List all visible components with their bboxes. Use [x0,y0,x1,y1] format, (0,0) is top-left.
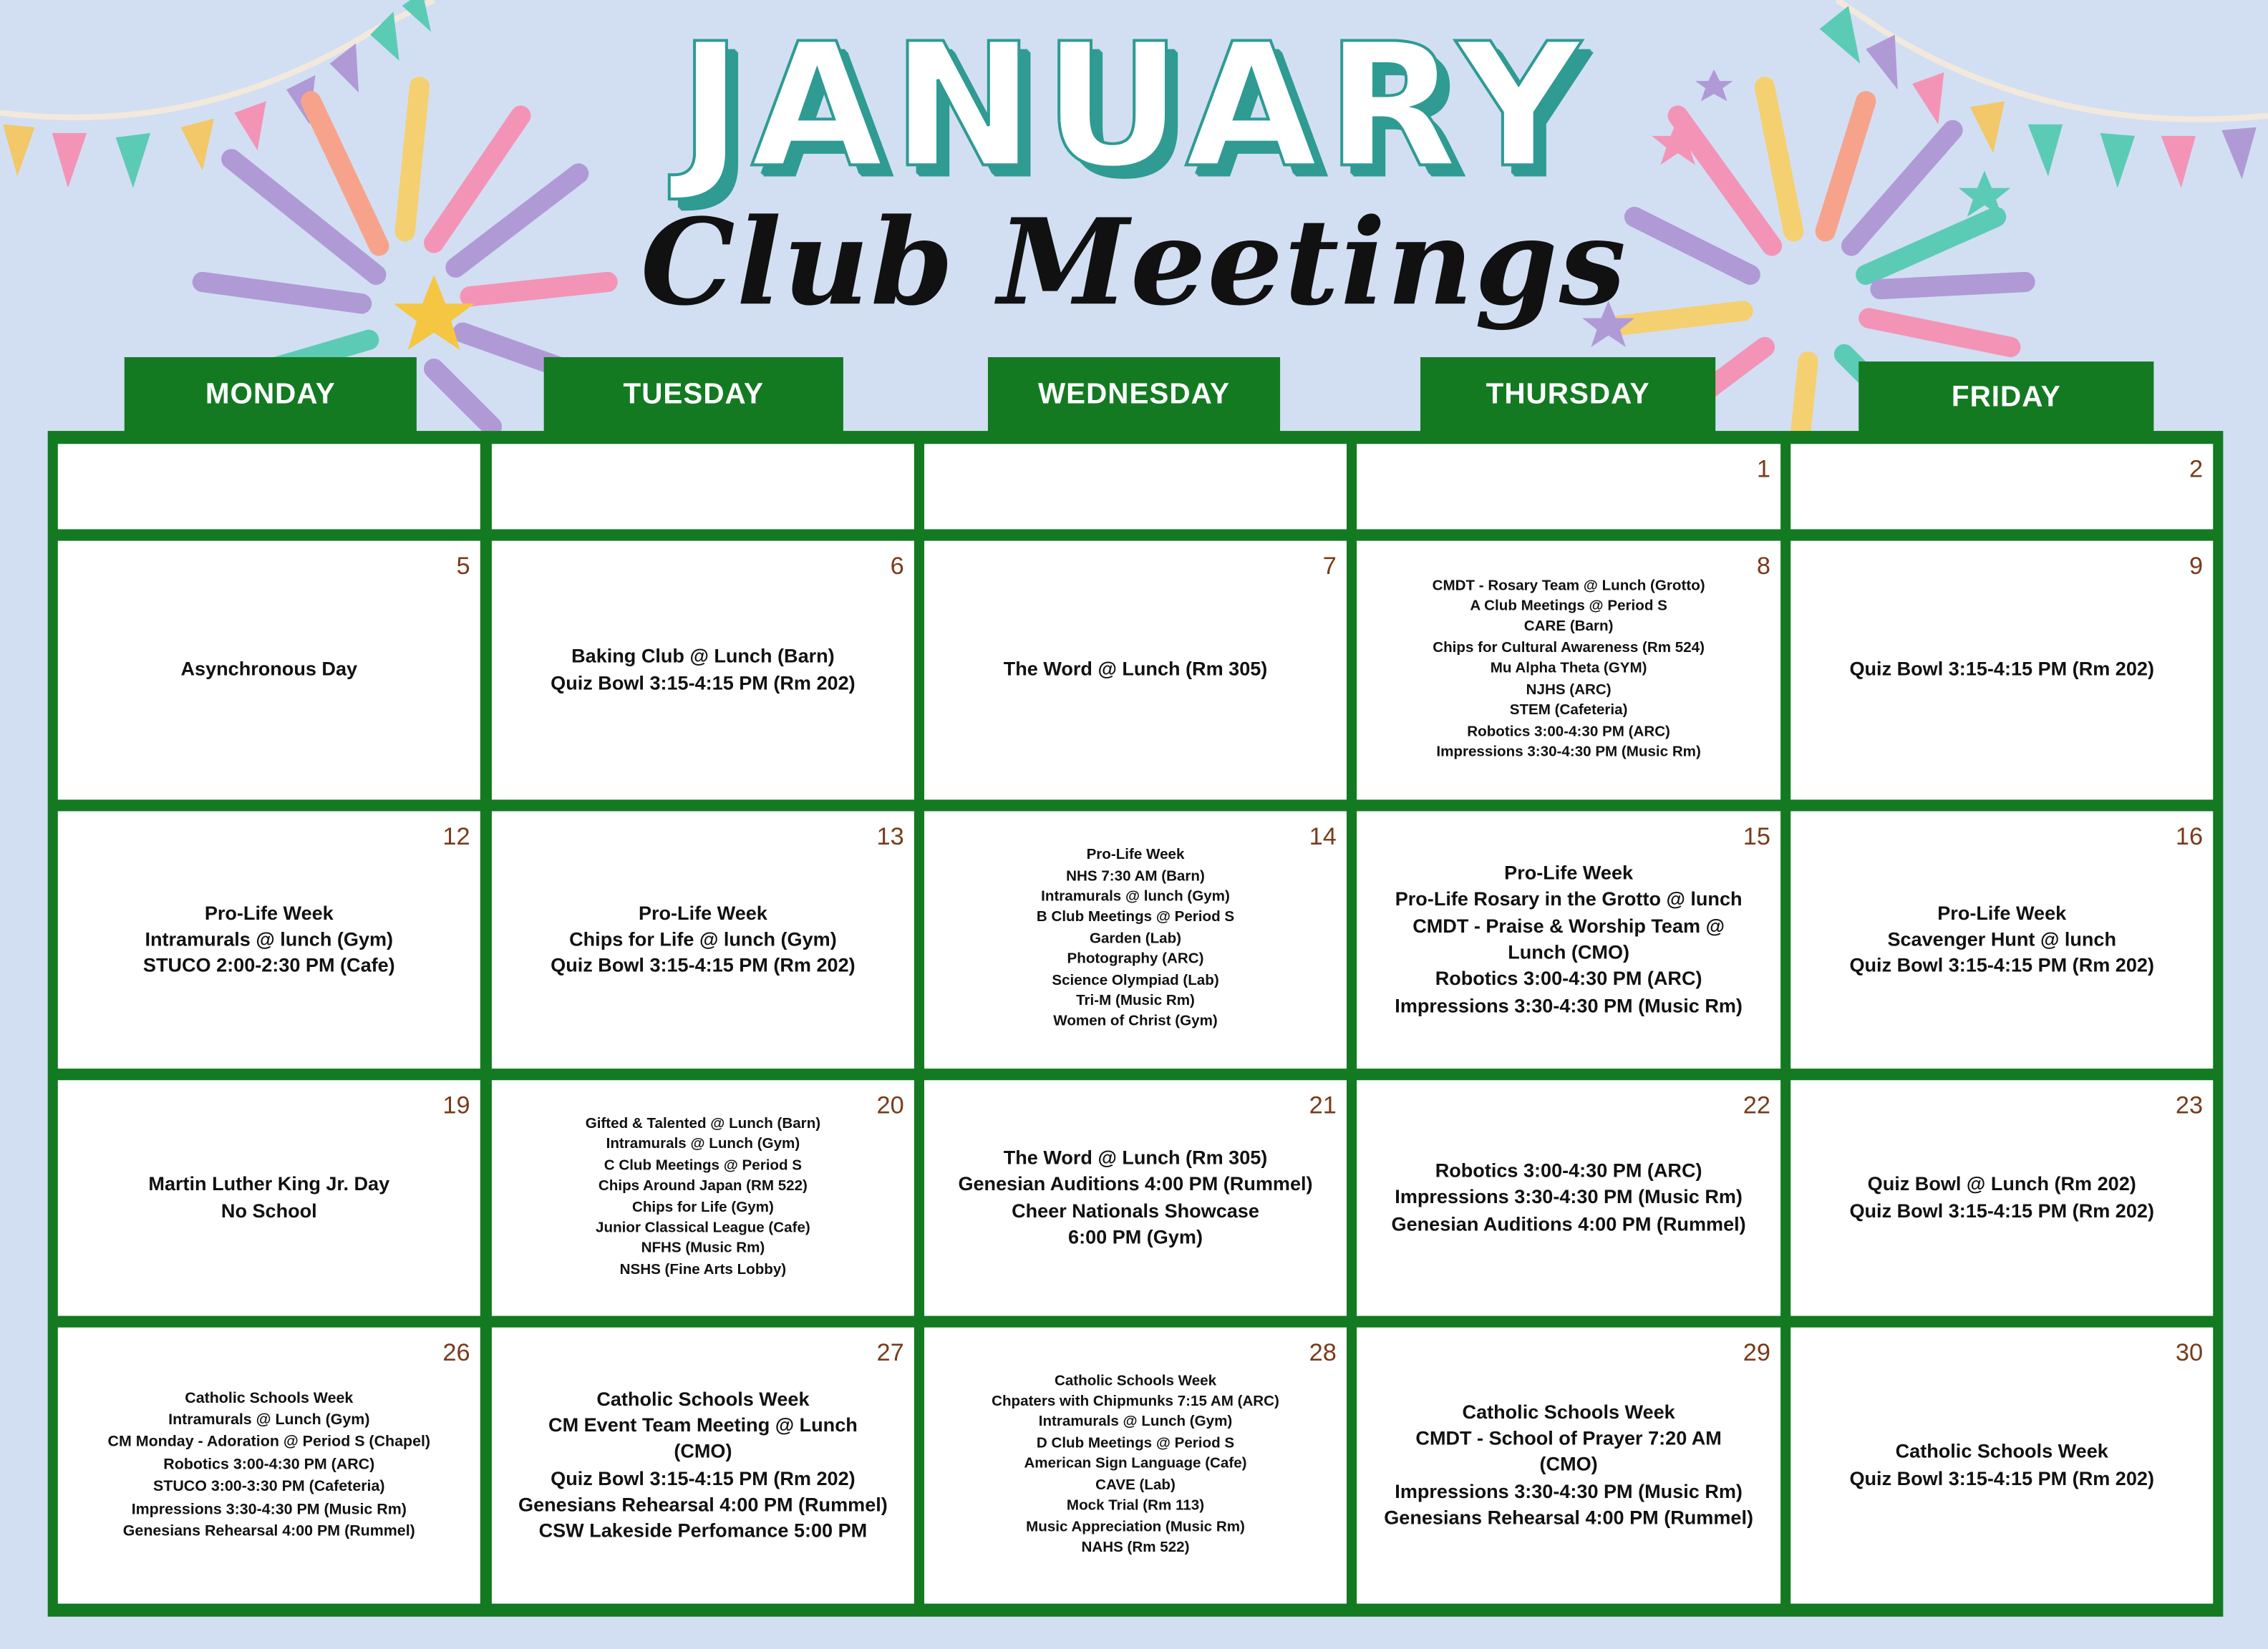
event-item: CMDT - School of Prayer 7:20 AM [1415,1427,1722,1449]
event-item: Pro-Life Week [1504,862,1634,884]
day-cell-wednesday [924,444,1347,529]
day-cell-thursday [1357,541,1780,800]
event-list [64,1080,475,1315]
date-number: 1 [1756,455,1770,483]
event-item: Genesian Auditions 4:00 PM (Rummel) [958,1172,1313,1195]
day-header-thursday: THURSDAY [1420,357,1715,434]
event-list [498,811,908,1069]
event-item: Gifted & Talented @ Lunch (Barn) [585,1116,821,1132]
date-number: 29 [1743,1338,1770,1367]
event-item: Catholic Schools Week [1895,1440,2108,1463]
date-number: 13 [876,822,904,850]
date-number: 15 [1743,822,1770,850]
day-cell-thursday [1357,1080,1780,1315]
event-item: Chips for Cultural Awareness (Rm 524) [1433,640,1705,657]
event-item: Intramurals @ lunch (Gym) [145,928,394,950]
date-number: 9 [2189,552,2204,580]
day-cell-monday [58,1328,480,1604]
event-item: Genesians Rehearsal 4:00 PM (Rummel) [122,1522,415,1540]
event-item: Catholic Schools Week [1462,1401,1675,1423]
day-header-monday: MONDAY [125,357,417,434]
event-item: Catholic Schools Week [596,1387,810,1410]
event-item: Impressions 3:30-4:30 PM (Music Rm) [131,1500,407,1518]
event-list [930,1080,1341,1315]
date-number: 19 [442,1091,470,1119]
date-number: 26 [442,1338,470,1367]
event-list [1796,1328,2207,1604]
event-list [1362,1080,1775,1315]
event-list [1796,1080,2207,1315]
day-cell-tuesday [492,811,914,1069]
event-item: STEM (Cafeteria) [1509,703,1628,719]
day-cell-thursday [1357,444,1780,529]
event-item: Quiz Bowl 3:15-4:15 PM (Rm 202) [1849,1466,2154,1489]
event-item: Catholic Schools Week [1054,1373,1217,1389]
event-item: Quiz Bowl 3:15-4:15 PM (Rm 202) [1849,1199,2154,1222]
event-item: Mock Trial (Rm 113) [1066,1498,1205,1514]
event-item: Junior Classical League (Cafe) [596,1220,810,1237]
day-header-tuesday: TUESDAY [544,357,843,434]
event-item: Lunch (CMO) [1508,941,1630,963]
day-cell-thursday [1357,1328,1780,1604]
event-item: Robotics 3:00-4:30 PM (ARC) [1467,724,1670,740]
event-item: D Club Meetings @ Period S [1036,1436,1235,1452]
date-number: 30 [2175,1338,2204,1367]
day-cell-monday [58,541,480,800]
event-item: Impressions 3:30-4:30 PM (Music Rm) [1395,1480,1743,1502]
page-subtitle: Club Meetings [640,193,1628,333]
date-number: 22 [1743,1091,1770,1119]
event-item: STUCO 3:00-3:30 PM (Cafeteria) [153,1478,385,1496]
event-list [1362,811,1775,1069]
event-list [1362,541,1775,800]
event-item: Impressions 3:30-4:30 PM (Music Rm) [1395,1186,1743,1208]
date-number: 28 [1309,1338,1337,1367]
event-item: Pro-Life Rosary in the Grotto @ lunch [1395,888,1743,910]
event-item: Science Olympiad (Lab) [1052,972,1219,989]
day-cell-wednesday [924,1328,1347,1604]
event-item: Quiz Bowl @ Lunch (Rm 202) [1867,1172,2136,1195]
event-item: Quiz Bowl 3:15-4:15 PM (Rm 202) [1849,954,2154,977]
event-item: Robotics 3:00-4:30 PM (ARC) [1435,1159,1702,1182]
event-item: Pro-Life Week [1086,847,1185,864]
event-list [498,1328,908,1604]
date-number: 27 [876,1338,904,1367]
date-number: 5 [456,552,470,580]
event-item: Intramurals @ Lunch (Gym) [606,1137,800,1153]
event-list [1796,444,2207,529]
event-item: NSHS (Fine Arts Lobby) [619,1262,787,1278]
event-list [498,1080,908,1315]
event-item: Martin Luther King Jr. Day [148,1172,390,1195]
day-cell-tuesday [492,541,914,800]
day-cell-wednesday [924,811,1347,1069]
event-item: Photography (ARC) [1067,951,1204,968]
event-item: NFHS (Music Rm) [641,1241,765,1258]
event-list [64,444,475,529]
event-item: Garden (Lab) [1089,930,1182,947]
event-list [930,444,1341,529]
event-item: CSW Lakeside Perfomance 5:00 PM [538,1519,868,1542]
event-item: Pro-Life Week [204,901,334,924]
event-item: Pro-Life Week [638,901,767,924]
event-item: CAVE (Lab) [1095,1477,1176,1494]
event-item: CMDT - Praise & Worship Team @ [1412,915,1725,937]
event-item: (CMO) [674,1440,732,1463]
event-item: The Word @ Lunch (Rm 305) [1003,658,1268,681]
event-item: CMDT - Rosary Team @ Lunch (Grotto) [1432,578,1705,594]
event-list [64,541,475,800]
day-cell-monday [58,444,480,529]
event-item: Asynchronous Day [180,658,358,681]
event-item: American Sign Language (Cafe) [1024,1456,1247,1473]
date-number: 7 [1322,552,1337,580]
event-item: Quiz Bowl 3:15-4:15 PM (Rm 202) [551,671,856,694]
date-number: 8 [1756,552,1770,580]
event-item: Tri-M (Music Rm) [1076,993,1195,1010]
event-item: Genesians Rehearsal 4:00 PM (Rummel) [1384,1507,1753,1529]
event-item: Music Appreciation (Music Rm) [1026,1519,1245,1535]
date-number: 6 [890,552,904,580]
event-item: 6:00 PM (Gym) [1068,1225,1203,1248]
event-list [64,811,475,1069]
calendar-grid [48,431,2224,1617]
day-header-wednesday: WEDNESDAY [988,357,1280,434]
event-item: NAHS (Rm 522) [1081,1539,1190,1556]
event-item: (CMO) [1539,1454,1598,1476]
event-item: Chips for Life (Gym) [631,1199,774,1216]
event-item: Intramurals @ Lunch (Gym) [1038,1414,1233,1431]
date-number: 16 [2175,822,2204,850]
event-item: C Club Meetings @ Period S [604,1157,803,1174]
page-title: JANUARY [679,6,1589,205]
event-item: Scavenger Hunt @ lunch [1887,928,2117,950]
event-list [1796,541,2207,800]
event-list [498,444,908,529]
day-header-friday: FRIDAY [1858,361,2153,434]
event-item: CARE (Barn) [1523,619,1614,636]
day-cell-monday [58,1080,480,1315]
event-item: Quiz Bowl 3:15-4:15 PM (Rm 202) [551,954,856,977]
event-item: Cheer Nationals Showcase [1012,1199,1259,1222]
day-cell-tuesday [492,444,914,529]
event-item: Robotics 3:00-4:30 PM (ARC) [163,1456,375,1474]
day-cell-tuesday [492,1080,914,1315]
event-list [1362,444,1775,529]
day-cell-monday [58,811,480,1069]
event-item: Impressions 3:30-4:30 PM (Music Rm) [1436,744,1701,761]
date-number: 2 [2189,455,2204,483]
day-cell-friday [1790,541,2213,800]
event-item: Impressions 3:30-4:30 PM (Music Rm) [1395,994,1743,1016]
event-item: STUCO 2:00-2:30 PM (Cafe) [142,954,395,977]
event-item: NHS 7:30 AM (Barn) [1066,868,1205,885]
event-item: No School [220,1199,317,1222]
event-list [498,541,908,800]
date-number: 12 [442,822,470,850]
day-cell-friday [1790,1080,2213,1315]
date-number: 20 [876,1091,904,1119]
day-cell-friday [1790,1328,2213,1604]
event-item: Intramurals @ lunch (Gym) [1041,889,1230,905]
event-item: Pro-Life Week [1937,901,2067,924]
day-cell-wednesday [924,541,1347,800]
event-item: A Club Meetings @ Period S [1470,598,1667,615]
event-item: Quiz Bowl 3:15-4:15 PM (Rm 202) [551,1466,856,1489]
day-cell-thursday [1357,811,1780,1069]
event-item: Baking Club @ Lunch (Barn) [571,645,835,667]
event-item: Chpaters with Chipmunks 7:15 AM (ARC) [992,1393,1279,1411]
event-item: Genesian Auditions 4:00 PM (Rummel) [1391,1212,1746,1235]
event-item: Women of Christ (Gym) [1053,1014,1218,1031]
event-list [930,1328,1341,1604]
event-item: NJHS (ARC) [1526,682,1612,699]
event-item: Genesians Rehearsal 4:00 PM (Rummel) [518,1493,888,1515]
event-item: Chips Around Japan (RM 522) [598,1178,808,1195]
day-cell-friday [1790,811,2213,1069]
event-item: Intramurals @ Lunch (Gym) [168,1411,370,1429]
event-item: Quiz Bowl 3:15-4:15 PM (Rm 202) [1849,658,2154,681]
event-list [1362,1328,1775,1604]
event-list [1796,811,2207,1069]
event-list [930,811,1341,1069]
day-cell-friday [1790,444,2213,529]
event-item: Mu Alpha Theta (GYM) [1490,661,1647,678]
event-item: Catholic Schools Week [185,1388,354,1406]
event-list [64,1328,475,1604]
date-number: 23 [2175,1091,2204,1119]
event-item: The Word @ Lunch (Rm 305) [1003,1146,1268,1169]
day-cell-tuesday [492,1328,914,1604]
event-list [930,541,1341,800]
date-number: 21 [1309,1091,1337,1119]
event-item: Robotics 3:00-4:30 PM (ARC) [1435,968,1702,990]
event-item: B Club Meetings @ Period S [1036,910,1235,926]
day-cell-wednesday [924,1080,1347,1315]
event-item: CM Event Team Meeting @ Lunch [548,1414,858,1436]
event-item: CM Monday - Adoration @ Period S (Chapel) [107,1434,431,1451]
date-number: 14 [1309,822,1337,850]
event-item: Chips for Life @ lunch (Gym) [569,928,837,950]
